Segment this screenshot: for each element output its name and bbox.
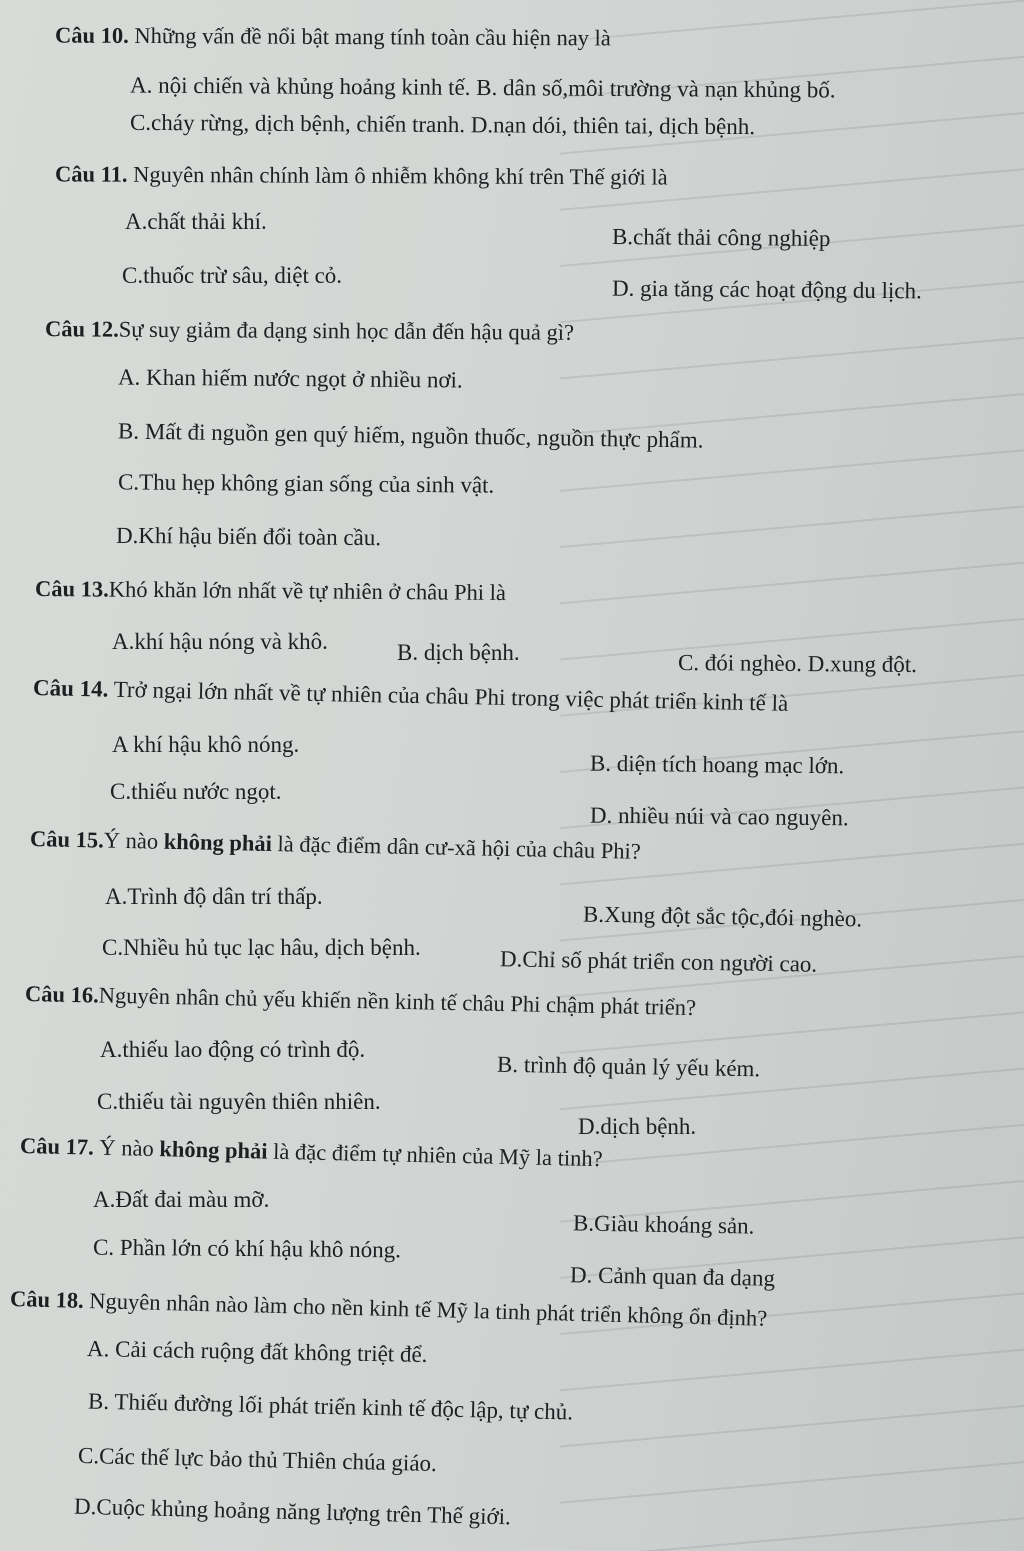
question-13-stem: Câu 13.Khó khăn lớn nhất về tự nhiên ở châu Phi là <box>34 575 507 606</box>
question-12-option-b: B. Mất đi nguồn gen quý hiếm, nguồn thuốc, nguồn thực phẩm. <box>117 418 704 453</box>
question-14-option-a: A khí hậu khô nóng. <box>112 732 300 757</box>
question-14-option-d: D. nhiều núi và cao nguyên. <box>589 802 849 831</box>
question-18-option-b: B. Thiếu đường lối phát triển kinh tế độc lập, tự chủ. <box>87 1388 574 1425</box>
question-18-option-d: D.Cuộc khủng hoảng năng lượng trên Thế giới. <box>73 1493 512 1530</box>
question-16-option-c: C.thiếu tài nguyên thiên nhiên. <box>97 1089 381 1114</box>
question-10-options-line-1: A. nội chiến và khủng hoảng kinh tế. B. dân số,môi trường và nạn khủng bố. <box>129 72 836 103</box>
question-18-stem: Câu 18. Nguyên nhân nào làm cho nền kinh tế Mỹ la tinh phát triển không ổn định? <box>9 1286 768 1331</box>
question-15-stem: Câu 15.Ý nào không phải là đặc điểm dân cư-xã hội của châu Phi? <box>29 826 642 864</box>
question-16-option-b: B. trình độ quản lý yếu kém. <box>496 1051 761 1082</box>
question-11-option-a: A.chất thải khí. <box>125 209 267 234</box>
question-17-option-c: C. Phần lớn có khí hậu khô nóng. <box>92 1234 402 1263</box>
question-11-option-d: D. gia tăng các hoạt động du lịch. <box>611 275 922 304</box>
question-13-option-a: A.khí hậu nóng và khô. <box>112 629 328 654</box>
question-14-option-c: C.thiếu nước ngọt. <box>110 779 282 804</box>
question-14-option-b: B. diện tích hoang mạc lớn. <box>589 750 845 779</box>
question-15-option-d: D.Chỉ số phát triển con người cao. <box>499 946 818 977</box>
question-10-stem: Câu 10. Những vấn đề nổi bật mang tính toàn cầu hiện nay là <box>54 22 611 51</box>
question-18-option-c: C.Các thế lực bảo thủ Thiên chúa giáo. <box>77 1442 438 1477</box>
question-16-option-a: A.thiếu lao động có trình độ. <box>100 1037 366 1062</box>
question-11-option-c: C.thuốc trừ sâu, diệt cỏ. <box>122 263 343 288</box>
question-18-option-a: A. Cải cách ruộng đất không triệt để. <box>86 1336 428 1367</box>
question-15-option-a: A.Trình độ dân trí thấp. <box>105 884 323 909</box>
question-16-stem: Câu 16.Nguyên nhân chủ yếu khiến nền kinh tế châu Phi chậm phát triển? <box>24 981 697 1021</box>
question-14-stem: Câu 14. Trở ngại lớn nhất về tự nhiên của châu Phi trong việc phát triển kinh tế là <box>32 675 789 716</box>
question-11-option-b: B.chất thải công nghiệp <box>611 224 831 251</box>
question-13-option-cd: C. đói nghèo. D.xung đột. <box>677 649 918 678</box>
question-15-option-b: B.Xung đột sắc tộc,đói nghèo. <box>582 901 863 932</box>
question-17-option-d: D. Cảnh quan đa dạng <box>569 1262 776 1291</box>
question-17-stem: Câu 17. Ý nào không phải là đặc điểm tự nhiên của Mỹ la tinh? <box>19 1133 603 1172</box>
question-12-option-d: D.Khí hậu biến đổi toàn cầu. <box>115 522 382 551</box>
question-12-option-a: A. Khan hiếm nước ngọt ở nhiều nơi. <box>117 364 463 393</box>
question-12-stem: Câu 12.Sự suy giảm đa dạng sinh học dẫn đến hậu quả gì? <box>44 316 575 345</box>
question-12-option-c: C.Thu hẹp không gian sống của sinh vật. <box>117 469 495 498</box>
question-17-option-b: B.Giàu khoáng sản. <box>572 1210 755 1239</box>
question-17-option-a: A.Đất đai màu mỡ. <box>93 1187 270 1212</box>
question-13-option-b: B. dịch bệnh. <box>397 640 520 665</box>
question-10-options-line-2: C.cháy rừng, dịch bệnh, chiến tranh. D.nạn dói, thiên tai, dịch bệnh. <box>129 109 756 140</box>
question-16-option-d: D.dịch bệnh. <box>578 1114 697 1139</box>
question-15-option-c: C.Nhiều hủ tục lạc hâu, dịch bệnh. <box>102 935 421 960</box>
question-11-stem: Câu 11. Nguyên nhân chính làm ô nhiễm không khí trên Thế giới là <box>54 161 668 190</box>
